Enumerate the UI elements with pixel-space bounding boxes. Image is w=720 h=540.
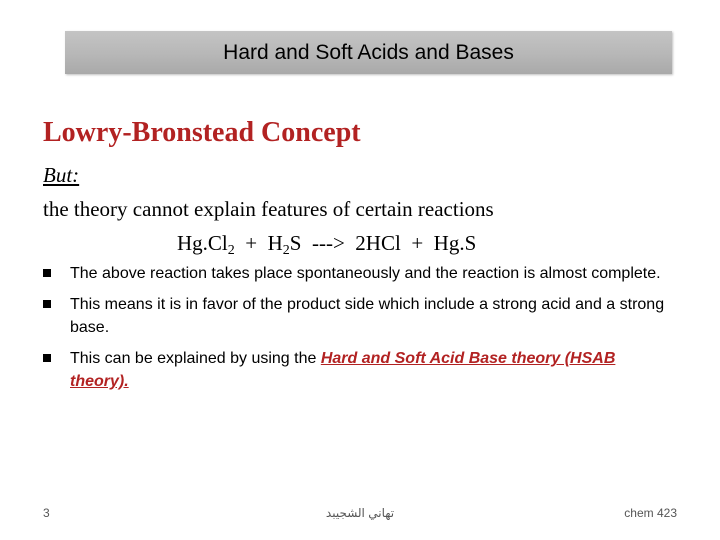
plus-sign-2: + xyxy=(400,231,434,255)
bullet-text: This can be explained by using the xyxy=(70,350,321,367)
chemical-equation xyxy=(177,231,476,256)
reaction-arrow: ---> xyxy=(301,231,356,255)
intro-text: the theory cannot explain features of certain reactions xyxy=(43,197,494,221)
hsab-theory-link[interactable]: Hard and Soft Acid Base theory (HSAB theory). xyxy=(70,350,616,390)
slide-title: Hard and Soft Acids and Bases xyxy=(223,40,514,64)
square-bullet-icon xyxy=(43,300,51,308)
footer-author: تهاني الشجيبد xyxy=(325,506,395,520)
footer-course: chem 423 xyxy=(624,506,677,520)
reactant-2: H xyxy=(267,231,283,255)
bullet-item xyxy=(43,293,673,339)
square-bullet-icon xyxy=(43,354,51,362)
bullet-list xyxy=(43,262,673,401)
bullet-item xyxy=(43,347,673,393)
slide-number: 3 xyxy=(43,506,50,520)
reactant-2-tail: S xyxy=(289,231,302,255)
reactant-2-subscript: 2 xyxy=(282,243,290,258)
but-label: But: xyxy=(43,163,80,187)
bullet-text: The above reaction takes place spontaneously and the reaction is almost complete. xyxy=(70,265,661,282)
plus-sign-1: + xyxy=(234,231,268,255)
section-heading: Lowry-Bronstead Concept xyxy=(43,117,361,148)
reactant-1: Hg.Cl xyxy=(177,231,228,255)
product-1: 2HCl xyxy=(355,231,401,255)
bullet-item xyxy=(43,262,673,285)
slide-title-bar xyxy=(65,31,672,74)
bullet-text: This means it is in favor of the product side which include a strong acid and a strong base. xyxy=(70,296,665,336)
square-bullet-icon xyxy=(43,269,51,277)
product-2: Hg.S xyxy=(433,231,477,255)
reactant-1-subscript: 2 xyxy=(227,243,235,258)
